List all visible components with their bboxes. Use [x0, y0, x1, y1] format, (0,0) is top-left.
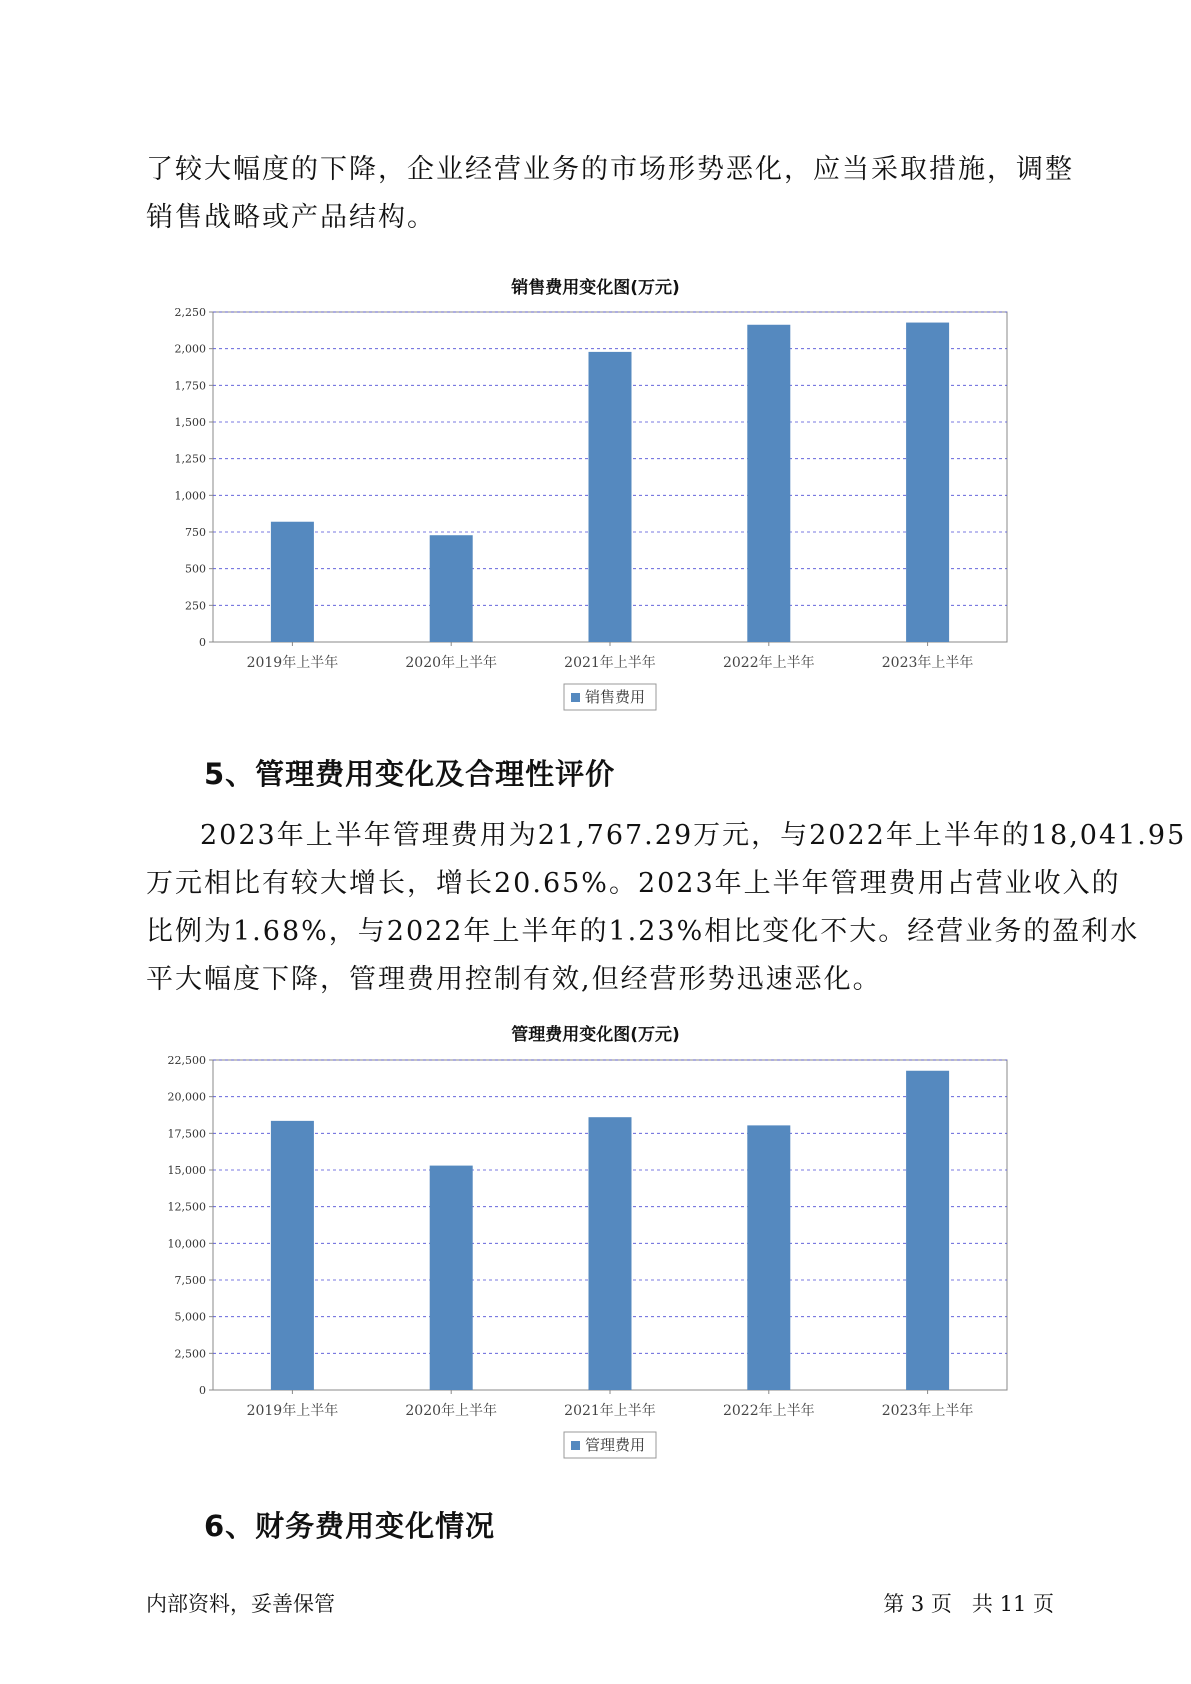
intro-line: 了较大幅度的下降，企业经营业务的市场形势恶化，应当采取措施，调整	[146, 154, 1074, 185]
legend-swatch	[571, 693, 580, 702]
bar	[430, 535, 473, 642]
bar	[906, 323, 949, 642]
x-tick-label: 2019年上半年	[246, 655, 339, 671]
section5-line: 比例为1.68%，与2022年上半年的1.23%相比变化不大。经营业务的盈利水	[146, 916, 1140, 947]
section5-line: 万元相比有较大增长，增长20.65%。2023年上半年管理费用占营业收入的	[146, 868, 1121, 899]
x-tick-label: 2023年上半年	[881, 1403, 974, 1419]
bar	[747, 1125, 790, 1390]
section5-line: 平大幅度下降，管理费用控制有效,但经营形势迅速恶化。	[146, 964, 882, 995]
y-tick-label: 12,500	[167, 1200, 206, 1214]
y-tick-label: 20,000	[167, 1090, 206, 1104]
y-tick-label: 1,500	[174, 416, 206, 429]
section5-paragraph	[146, 812, 1187, 1004]
y-tick-label: 500	[185, 562, 206, 576]
chart-title-admin: 管理费用变化图(万元)	[511, 1025, 680, 1045]
legend-swatch	[571, 1441, 580, 1450]
section5-line: 2023年上半年管理费用为21,767.29万元，与2022年上半年的18,041.95	[200, 820, 1187, 851]
y-tick-label: 2,250	[174, 306, 206, 319]
bar	[589, 1117, 632, 1390]
x-tick-label: 2022年上半年	[722, 1403, 815, 1419]
intro-paragraph	[146, 146, 1074, 242]
y-tick-label: 0	[199, 1384, 206, 1397]
y-tick-label: 1,750	[174, 379, 206, 393]
admin-expense-chart	[0, 1048, 1191, 1468]
x-tick-label: 2023年上半年	[881, 655, 974, 671]
x-tick-label: 2019年上半年	[246, 1403, 339, 1419]
y-tick-label: 750	[185, 526, 206, 539]
y-tick-label: 22,500	[167, 1054, 206, 1067]
y-tick-label: 2,000	[174, 342, 206, 356]
bar	[271, 1121, 314, 1390]
section5-heading: 5、管理费用变化及合理性评价	[204, 757, 616, 791]
y-tick-label: 1,000	[174, 489, 206, 503]
y-tick-label: 10,000	[167, 1237, 206, 1251]
chart-title-sales: 销售费用变化图(万元)	[511, 278, 680, 298]
y-tick-label: 0	[199, 636, 206, 649]
bar	[747, 325, 790, 642]
x-tick-label: 2022年上半年	[722, 655, 815, 671]
x-tick-label: 2021年上半年	[564, 1403, 656, 1419]
legend-label: 管理费用	[585, 1436, 646, 1454]
bar	[430, 1166, 473, 1390]
y-tick-label: 1,250	[174, 452, 206, 466]
y-tick-label: 7,500	[174, 1274, 206, 1287]
y-tick-label: 17,500	[167, 1127, 206, 1141]
x-tick-label: 2020年上半年	[405, 1403, 498, 1419]
legend-label: 销售费用	[585, 688, 646, 706]
intro-line: 销售战略或产品结构。	[146, 202, 436, 233]
x-tick-label: 2021年上半年	[564, 655, 656, 671]
bar	[906, 1071, 949, 1390]
bar	[589, 352, 632, 642]
y-tick-label: 5,000	[174, 1310, 206, 1324]
sales-expense-chart	[0, 300, 1191, 720]
y-tick-label: 15,000	[167, 1164, 206, 1177]
y-tick-label: 250	[185, 599, 206, 613]
footer-confidential: 内部资料，妥善保管	[146, 1592, 335, 1616]
y-tick-label: 2,500	[174, 1347, 206, 1361]
section6-heading: 6、财务费用变化情况	[204, 1509, 496, 1543]
footer-page-number: 第 3 页 共 11 页	[883, 1592, 1054, 1616]
bar	[271, 522, 314, 642]
x-tick-label: 2020年上半年	[405, 655, 498, 671]
